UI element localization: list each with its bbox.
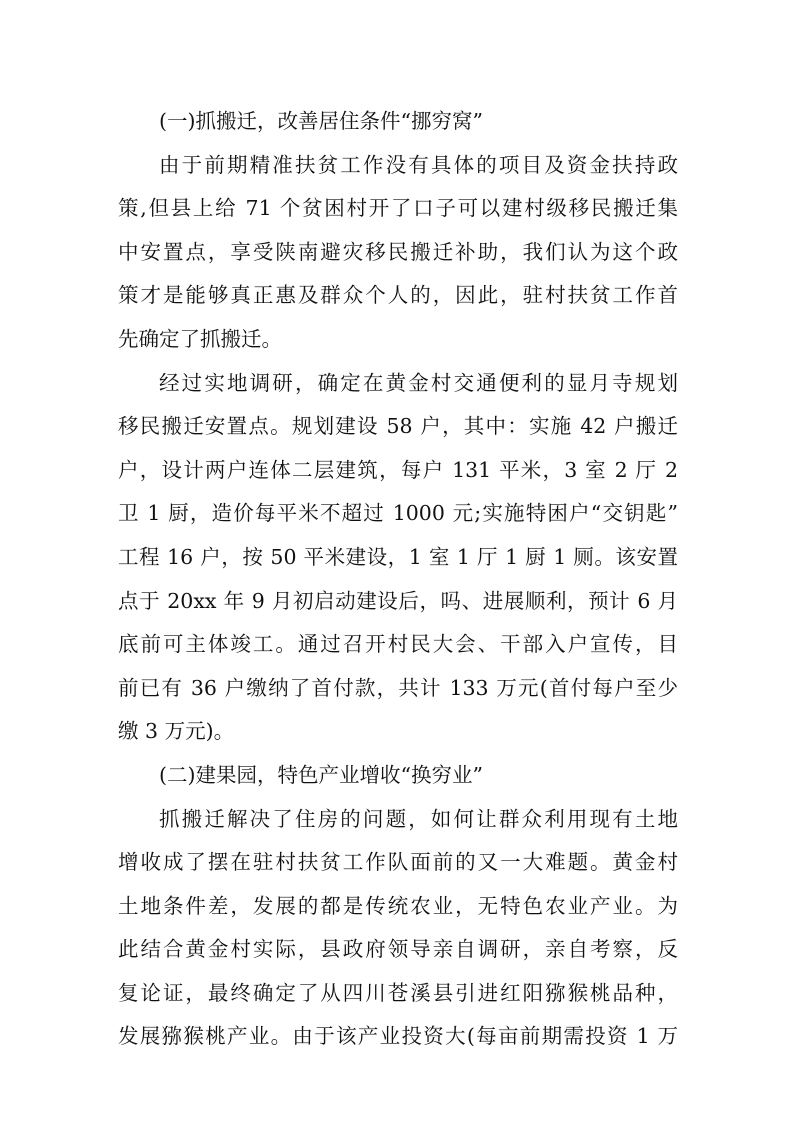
paragraph-line: 移民搬迁安置点。规划建设 58 户，其中：实施 42 户搬迁 (118, 414, 678, 439)
paragraph-line: 发展猕猴桃产业。由于该产业投资大(每亩前期需投资 1 万 (118, 1024, 678, 1049)
paragraph-line: 经过实地调研，确定在黄金村交通便利的显月寺规划 (159, 370, 678, 395)
paragraph-3 (118, 798, 678, 1060)
paragraph-line: 此结合黄金村实际，县政府领导亲自调研，亲自考察，反 (118, 937, 678, 962)
paragraph-line: 点于 20xx 年 9 月初启动建设后，吗、进展顺利，预计 6 月 (118, 588, 678, 613)
paragraph-line: 先确定了抓搬迁。 (118, 326, 282, 351)
paragraph-line: 由于前期精准扶贫工作没有具体的项目及资金扶持政 (159, 152, 678, 177)
paragraph-line: 卫 1 厨，造价每平米不超过 1000 元;实施特困户“交钥匙” (118, 501, 678, 526)
heading-line: (一)抓搬迁，改善居住条件“挪穷窝” (159, 109, 483, 133)
paragraph-line: 抓搬迁解决了住房的问题，如何让群众利用现有土地 (159, 806, 678, 831)
paragraph-line: 增收成了摆在驻村扶贫工作队面前的又一大难题。黄金村 (118, 850, 678, 875)
heading-line: (二)建果园，特色产业增收“换穷业” (159, 762, 483, 787)
paragraph-line: 缴 3 万元)。 (118, 719, 235, 744)
paragraph-line: 工程 16 户，按 50 平米建设，1 室 1 厅 1 厨 1 厕。该安置 (118, 544, 678, 569)
paragraph-line: 策才是能够真正惠及群众个人的，因此，驻村扶贫工作首 (118, 283, 678, 308)
paragraph-line: 策,但县上给 71 个贫困村开了口子可以建村级移民搬迁集 (118, 196, 678, 221)
paragraph-line: 前已有 36 户缴纳了首付款，共计 133 万元(首付每户至少 (118, 675, 678, 700)
document-body (118, 100, 678, 1059)
paragraph-line: 中安置点，享受陕南避灾移民搬迁补助，我们认为这个政 (118, 239, 678, 264)
paragraph-line: 底前可主体竣工。通过召开村民大会、干部入户宣传，目 (118, 632, 678, 657)
paragraph-2 (118, 362, 678, 754)
paragraph-1 (118, 144, 678, 362)
paragraph-line: 土地条件差，发展的都是传统农业，无特色农业产业。为 (118, 893, 678, 918)
paragraph-line: 复论证，最终确定了从四川苍溪县引进红阳猕猴桃品种， (118, 980, 678, 1005)
paragraph-line: 户，设计两户连体二层建筑，每户 131 平米，3 室 2 厅 2 (118, 457, 678, 482)
section-heading-1 (118, 100, 678, 144)
section-heading-2 (118, 754, 678, 798)
